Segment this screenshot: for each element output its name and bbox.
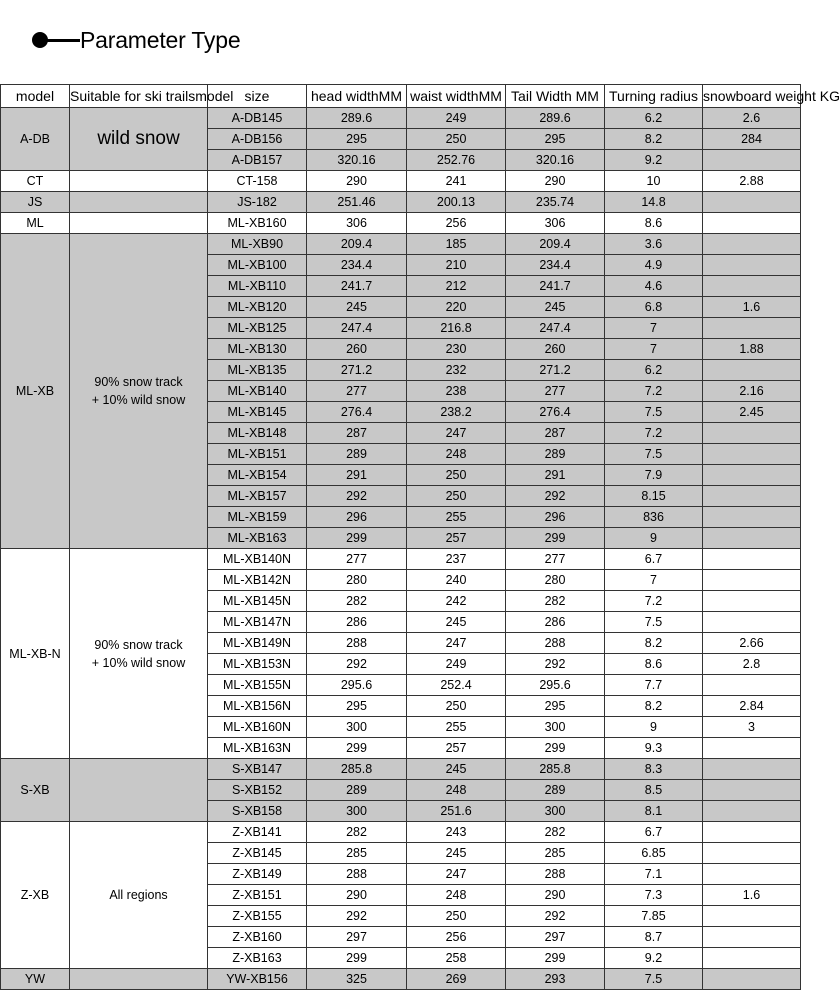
waist-width-cell: 256 — [407, 927, 506, 948]
tail-width-cell: 288 — [506, 633, 605, 654]
turning-radius-cell: 7.7 — [605, 675, 703, 696]
turning-radius-cell: 8.5 — [605, 780, 703, 801]
model-cell: S-XB — [1, 759, 70, 822]
page-title: Parameter Type — [80, 27, 241, 53]
turning-radius-cell: 8.6 — [605, 213, 703, 234]
turning-radius-cell: 9.2 — [605, 150, 703, 171]
size-cell: A-DB157 — [208, 150, 307, 171]
turning-radius-cell: 6.7 — [605, 822, 703, 843]
head-width-cell: 209.4 — [307, 234, 407, 255]
head-width-cell: 292 — [307, 486, 407, 507]
size-cell: ML-XB135 — [208, 360, 307, 381]
size-cell: JS-182 — [208, 192, 307, 213]
tail-width-cell: 293 — [506, 969, 605, 990]
suitable-trails-cell — [70, 171, 208, 192]
head-width-cell: 300 — [307, 801, 407, 822]
tail-width-cell: 288 — [506, 864, 605, 885]
head-width-cell: 277 — [307, 381, 407, 402]
turning-radius-cell: 6.8 — [605, 297, 703, 318]
turning-radius-cell: 7.85 — [605, 906, 703, 927]
weight-cell — [703, 255, 801, 276]
size-cell: S-XB158 — [208, 801, 307, 822]
model-cell: ML-XB-N — [1, 549, 70, 759]
head-width-cell: 251.46 — [307, 192, 407, 213]
turning-radius-cell: 8.2 — [605, 696, 703, 717]
tail-width-cell: 234.4 — [506, 255, 605, 276]
size-cell: Z-XB151 — [208, 885, 307, 906]
weight-cell — [703, 759, 801, 780]
header-turning-radius: Turning radius — [605, 85, 703, 108]
tail-width-cell: 209.4 — [506, 234, 605, 255]
size-cell: ML-XB120 — [208, 297, 307, 318]
turning-radius-cell: 8.1 — [605, 801, 703, 822]
weight-cell — [703, 150, 801, 171]
weight-cell: 284 — [703, 129, 801, 150]
head-width-cell: 289 — [307, 780, 407, 801]
size-cell: ML-XB157 — [208, 486, 307, 507]
tail-width-cell: 287 — [506, 423, 605, 444]
page-header — [0, 0, 800, 84]
head-width-cell: 287 — [307, 423, 407, 444]
waist-width-cell: 250 — [407, 696, 506, 717]
size-cell: S-XB147 — [208, 759, 307, 780]
turning-radius-cell: 4.6 — [605, 276, 703, 297]
tail-width-cell: 306 — [506, 213, 605, 234]
head-width-cell: 288 — [307, 633, 407, 654]
size-cell: ML-XB159 — [208, 507, 307, 528]
head-width-cell: 299 — [307, 528, 407, 549]
model-cell: CT — [1, 171, 70, 192]
size-cell: ML-XB145N — [208, 591, 307, 612]
waist-width-cell: 250 — [407, 486, 506, 507]
head-width-cell: 289 — [307, 444, 407, 465]
size-cell: ML-XB149N — [208, 633, 307, 654]
tail-width-cell: 280 — [506, 570, 605, 591]
turning-radius-cell: 9 — [605, 717, 703, 738]
model-cell: Z-XB — [1, 822, 70, 969]
head-width-cell: 290 — [307, 171, 407, 192]
turning-radius-cell: 6.85 — [605, 843, 703, 864]
weight-cell — [703, 318, 801, 339]
size-cell: Z-XB160 — [208, 927, 307, 948]
turning-radius-cell: 7 — [605, 339, 703, 360]
weight-cell — [703, 360, 801, 381]
tail-width-cell: 300 — [506, 801, 605, 822]
waist-width-cell: 249 — [407, 654, 506, 675]
tail-width-cell: 291 — [506, 465, 605, 486]
turning-radius-cell: 9.2 — [605, 948, 703, 969]
turning-radius-cell: 9.3 — [605, 738, 703, 759]
size-cell: ML-XB160N — [208, 717, 307, 738]
header-waist-width: waist widthMM — [407, 85, 506, 108]
weight-cell — [703, 444, 801, 465]
waist-width-cell: 251.6 — [407, 801, 506, 822]
size-cell: ML-XB160 — [208, 213, 307, 234]
weight-cell — [703, 843, 801, 864]
size-cell: ML-XB163 — [208, 528, 307, 549]
size-cell: ML-XB90 — [208, 234, 307, 255]
waist-width-cell: 250 — [407, 906, 506, 927]
waist-width-cell: 256 — [407, 213, 506, 234]
waist-width-cell: 238.2 — [407, 402, 506, 423]
head-width-cell: 320.16 — [307, 150, 407, 171]
turning-radius-cell: 7.5 — [605, 402, 703, 423]
size-cell: ML-XB140 — [208, 381, 307, 402]
turning-radius-cell: 7 — [605, 318, 703, 339]
tail-width-cell: 295.6 — [506, 675, 605, 696]
head-width-cell: 292 — [307, 906, 407, 927]
turning-radius-cell: 6.2 — [605, 108, 703, 129]
table-body — [1, 108, 801, 990]
turning-radius-cell: 8.3 — [605, 759, 703, 780]
suitable-trails-cell: 90% snow track + 10% wild snow — [70, 234, 208, 549]
size-cell: ML-XB154 — [208, 465, 307, 486]
waist-width-cell: 248 — [407, 444, 506, 465]
head-width-cell: 300 — [307, 717, 407, 738]
tail-width-cell: 276.4 — [506, 402, 605, 423]
head-width-cell: 325 — [307, 969, 407, 990]
weight-cell — [703, 234, 801, 255]
suitable-trails-cell: 90% snow track + 10% wild snow — [70, 549, 208, 759]
waist-width-cell: 238 — [407, 381, 506, 402]
header-suitable-trails: Suitable for ski trailsmodel — [70, 85, 208, 108]
size-cell: ML-XB151 — [208, 444, 307, 465]
tail-width-cell: 277 — [506, 381, 605, 402]
head-width-cell: 260 — [307, 339, 407, 360]
waist-width-cell: 255 — [407, 717, 506, 738]
weight-cell — [703, 780, 801, 801]
head-width-cell: 285 — [307, 843, 407, 864]
model-cell: A-DB — [1, 108, 70, 171]
head-width-cell: 295.6 — [307, 675, 407, 696]
head-width-cell: 290 — [307, 885, 407, 906]
waist-width-cell: 241 — [407, 171, 506, 192]
waist-width-cell: 245 — [407, 759, 506, 780]
head-width-cell: 306 — [307, 213, 407, 234]
waist-width-cell: 247 — [407, 633, 506, 654]
weight-cell: 2.16 — [703, 381, 801, 402]
waist-width-cell: 232 — [407, 360, 506, 381]
tail-width-cell: 295 — [506, 129, 605, 150]
weight-cell: 1.6 — [703, 297, 801, 318]
header-tail-width: Tail Width MM — [506, 85, 605, 108]
model-cell: ML-XB — [1, 234, 70, 549]
head-width-cell: 296 — [307, 507, 407, 528]
waist-width-cell: 248 — [407, 885, 506, 906]
size-cell: ML-XB147N — [208, 612, 307, 633]
tail-width-cell: 286 — [506, 612, 605, 633]
turning-radius-cell: 7.5 — [605, 969, 703, 990]
weight-cell: 1.6 — [703, 885, 801, 906]
waist-width-cell: 245 — [407, 612, 506, 633]
weight-cell — [703, 906, 801, 927]
turning-radius-cell: 8.6 — [605, 654, 703, 675]
waist-width-cell: 185 — [407, 234, 506, 255]
size-cell: CT-158 — [208, 171, 307, 192]
weight-cell — [703, 528, 801, 549]
weight-cell — [703, 423, 801, 444]
head-width-cell: 292 — [307, 654, 407, 675]
weight-cell — [703, 864, 801, 885]
turning-radius-cell: 6.2 — [605, 360, 703, 381]
head-width-cell: 286 — [307, 612, 407, 633]
weight-cell: 2.66 — [703, 633, 801, 654]
turning-radius-cell: 4.9 — [605, 255, 703, 276]
table-row — [1, 213, 801, 234]
tail-width-cell: 260 — [506, 339, 605, 360]
size-cell: S-XB152 — [208, 780, 307, 801]
head-width-cell: 282 — [307, 591, 407, 612]
table-row — [1, 759, 801, 780]
head-width-cell: 299 — [307, 738, 407, 759]
head-width-cell: 285.8 — [307, 759, 407, 780]
turning-radius-cell: 836 — [605, 507, 703, 528]
head-width-cell: 295 — [307, 696, 407, 717]
head-width-cell: 288 — [307, 864, 407, 885]
header-head-width: head widthMM — [307, 85, 407, 108]
tail-width-cell: 271.2 — [506, 360, 605, 381]
waist-width-cell: 247 — [407, 423, 506, 444]
weight-cell: 2.88 — [703, 171, 801, 192]
suitable-trails-cell — [70, 969, 208, 990]
weight-cell: 2.8 — [703, 654, 801, 675]
suitable-trails-cell: wild snow — [70, 108, 208, 171]
tail-width-cell: 295 — [506, 696, 605, 717]
size-cell: Z-XB145 — [208, 843, 307, 864]
weight-cell — [703, 738, 801, 759]
turning-radius-cell: 8.2 — [605, 129, 703, 150]
table-row — [1, 822, 801, 843]
head-width-cell: 241.7 — [307, 276, 407, 297]
size-cell: ML-XB153N — [208, 654, 307, 675]
table-row — [1, 969, 801, 990]
size-cell: Z-XB149 — [208, 864, 307, 885]
waist-width-cell: 245 — [407, 843, 506, 864]
tail-width-cell: 297 — [506, 927, 605, 948]
weight-cell — [703, 276, 801, 297]
head-width-cell: 291 — [307, 465, 407, 486]
table-row — [1, 108, 801, 129]
size-cell: Z-XB141 — [208, 822, 307, 843]
suitable-trails-cell — [70, 213, 208, 234]
head-width-cell: 297 — [307, 927, 407, 948]
table-row — [1, 549, 801, 570]
tail-width-cell: 299 — [506, 948, 605, 969]
tail-width-cell: 277 — [506, 549, 605, 570]
size-cell: ML-XB100 — [208, 255, 307, 276]
table-header-row — [1, 85, 801, 108]
weight-cell — [703, 822, 801, 843]
model-cell: YW — [1, 969, 70, 990]
turning-radius-cell: 3.6 — [605, 234, 703, 255]
weight-cell — [703, 969, 801, 990]
tail-width-cell: 299 — [506, 528, 605, 549]
weight-cell — [703, 549, 801, 570]
tail-width-cell: 300 — [506, 717, 605, 738]
tail-width-cell: 320.16 — [506, 150, 605, 171]
model-cell: ML — [1, 213, 70, 234]
tail-width-cell: 290 — [506, 885, 605, 906]
size-cell: ML-XB163N — [208, 738, 307, 759]
weight-cell: 2.6 — [703, 108, 801, 129]
head-width-cell: 245 — [307, 297, 407, 318]
head-width-cell: 271.2 — [307, 360, 407, 381]
weight-cell — [703, 612, 801, 633]
weight-cell — [703, 927, 801, 948]
tail-width-cell: 247.4 — [506, 318, 605, 339]
size-cell: A-DB145 — [208, 108, 307, 129]
waist-width-cell: 249 — [407, 108, 506, 129]
waist-width-cell: 258 — [407, 948, 506, 969]
turning-radius-cell: 7.2 — [605, 591, 703, 612]
tail-width-cell: 292 — [506, 654, 605, 675]
turning-radius-cell: 7.1 — [605, 864, 703, 885]
header-size: size — [208, 85, 307, 108]
waist-width-cell: 248 — [407, 780, 506, 801]
size-cell: ML-XB125 — [208, 318, 307, 339]
turning-radius-cell: 7.5 — [605, 444, 703, 465]
turning-radius-cell: 10 — [605, 171, 703, 192]
weight-cell — [703, 465, 801, 486]
model-cell: JS — [1, 192, 70, 213]
waist-width-cell: 243 — [407, 822, 506, 843]
tail-width-cell: 241.7 — [506, 276, 605, 297]
head-width-cell: 280 — [307, 570, 407, 591]
size-cell: Z-XB155 — [208, 906, 307, 927]
turning-radius-cell: 8.15 — [605, 486, 703, 507]
weight-cell: 2.45 — [703, 402, 801, 423]
suitable-trails-cell: All regions — [70, 822, 208, 969]
waist-width-cell: 247 — [407, 864, 506, 885]
header-model: model — [1, 85, 70, 108]
size-cell: Z-XB163 — [208, 948, 307, 969]
weight-cell: 1.88 — [703, 339, 801, 360]
turning-radius-cell: 14.8 — [605, 192, 703, 213]
header-snowboard-weight: snowboard weight KG — [703, 85, 801, 108]
waist-width-cell: 255 — [407, 507, 506, 528]
head-width-cell: 282 — [307, 822, 407, 843]
tail-width-cell: 285 — [506, 843, 605, 864]
waist-width-cell: 250 — [407, 129, 506, 150]
weight-cell — [703, 570, 801, 591]
weight-cell — [703, 192, 801, 213]
turning-radius-cell: 7.2 — [605, 381, 703, 402]
size-cell: ML-XB156N — [208, 696, 307, 717]
waist-width-cell: 269 — [407, 969, 506, 990]
tail-width-cell: 282 — [506, 591, 605, 612]
waist-width-cell: 242 — [407, 591, 506, 612]
size-cell: A-DB156 — [208, 129, 307, 150]
size-cell: ML-XB110 — [208, 276, 307, 297]
tail-width-cell: 282 — [506, 822, 605, 843]
waist-width-cell: 252.4 — [407, 675, 506, 696]
waist-width-cell: 252.76 — [407, 150, 506, 171]
weight-cell — [703, 213, 801, 234]
head-width-cell: 277 — [307, 549, 407, 570]
tail-width-cell: 292 — [506, 486, 605, 507]
size-cell: ML-XB130 — [208, 339, 307, 360]
table-row — [1, 171, 801, 192]
turning-radius-cell: 6.7 — [605, 549, 703, 570]
waist-width-cell: 200.13 — [407, 192, 506, 213]
suitable-trails-cell — [70, 192, 208, 213]
waist-width-cell: 257 — [407, 738, 506, 759]
turning-radius-cell: 7.2 — [605, 423, 703, 444]
turning-radius-cell: 7 — [605, 570, 703, 591]
turning-radius-cell: 7.9 — [605, 465, 703, 486]
size-cell: ML-XB155N — [208, 675, 307, 696]
turning-radius-cell: 7.3 — [605, 885, 703, 906]
waist-width-cell: 230 — [407, 339, 506, 360]
head-width-cell: 289.6 — [307, 108, 407, 129]
size-cell: ML-XB145 — [208, 402, 307, 423]
tail-width-cell: 235.74 — [506, 192, 605, 213]
table-row — [1, 234, 801, 255]
size-cell: YW-XB156 — [208, 969, 307, 990]
weight-cell: 2.84 — [703, 696, 801, 717]
waist-width-cell: 220 — [407, 297, 506, 318]
turning-radius-cell: 8.2 — [605, 633, 703, 654]
head-width-cell: 295 — [307, 129, 407, 150]
waist-width-cell: 212 — [407, 276, 506, 297]
weight-cell — [703, 591, 801, 612]
size-cell: ML-XB142N — [208, 570, 307, 591]
weight-cell — [703, 948, 801, 969]
waist-width-cell: 210 — [407, 255, 506, 276]
parameter-table — [0, 84, 840, 990]
weight-cell — [703, 675, 801, 696]
tail-width-cell: 289 — [506, 780, 605, 801]
weight-cell — [703, 486, 801, 507]
head-width-cell: 276.4 — [307, 402, 407, 423]
weight-cell — [703, 801, 801, 822]
waist-width-cell: 257 — [407, 528, 506, 549]
tail-width-cell: 285.8 — [506, 759, 605, 780]
tail-width-cell: 292 — [506, 906, 605, 927]
waist-width-cell: 240 — [407, 570, 506, 591]
size-cell: ML-XB148 — [208, 423, 307, 444]
waist-width-cell: 250 — [407, 465, 506, 486]
waist-width-cell: 237 — [407, 549, 506, 570]
turning-radius-cell: 7.5 — [605, 612, 703, 633]
tail-width-cell: 290 — [506, 171, 605, 192]
size-cell: ML-XB140N — [208, 549, 307, 570]
waist-width-cell: 216.8 — [407, 318, 506, 339]
tail-width-cell: 296 — [506, 507, 605, 528]
tail-width-cell: 289.6 — [506, 108, 605, 129]
weight-cell: 3 — [703, 717, 801, 738]
tail-width-cell: 299 — [506, 738, 605, 759]
head-width-cell: 299 — [307, 948, 407, 969]
turning-radius-cell: 8.7 — [605, 927, 703, 948]
turning-radius-cell: 9 — [605, 528, 703, 549]
table-row — [1, 192, 801, 213]
head-width-cell: 247.4 — [307, 318, 407, 339]
bullet-line-icon — [46, 39, 80, 42]
weight-cell — [703, 507, 801, 528]
tail-width-cell: 289 — [506, 444, 605, 465]
suitable-trails-cell — [70, 759, 208, 822]
head-width-cell: 234.4 — [307, 255, 407, 276]
tail-width-cell: 245 — [506, 297, 605, 318]
